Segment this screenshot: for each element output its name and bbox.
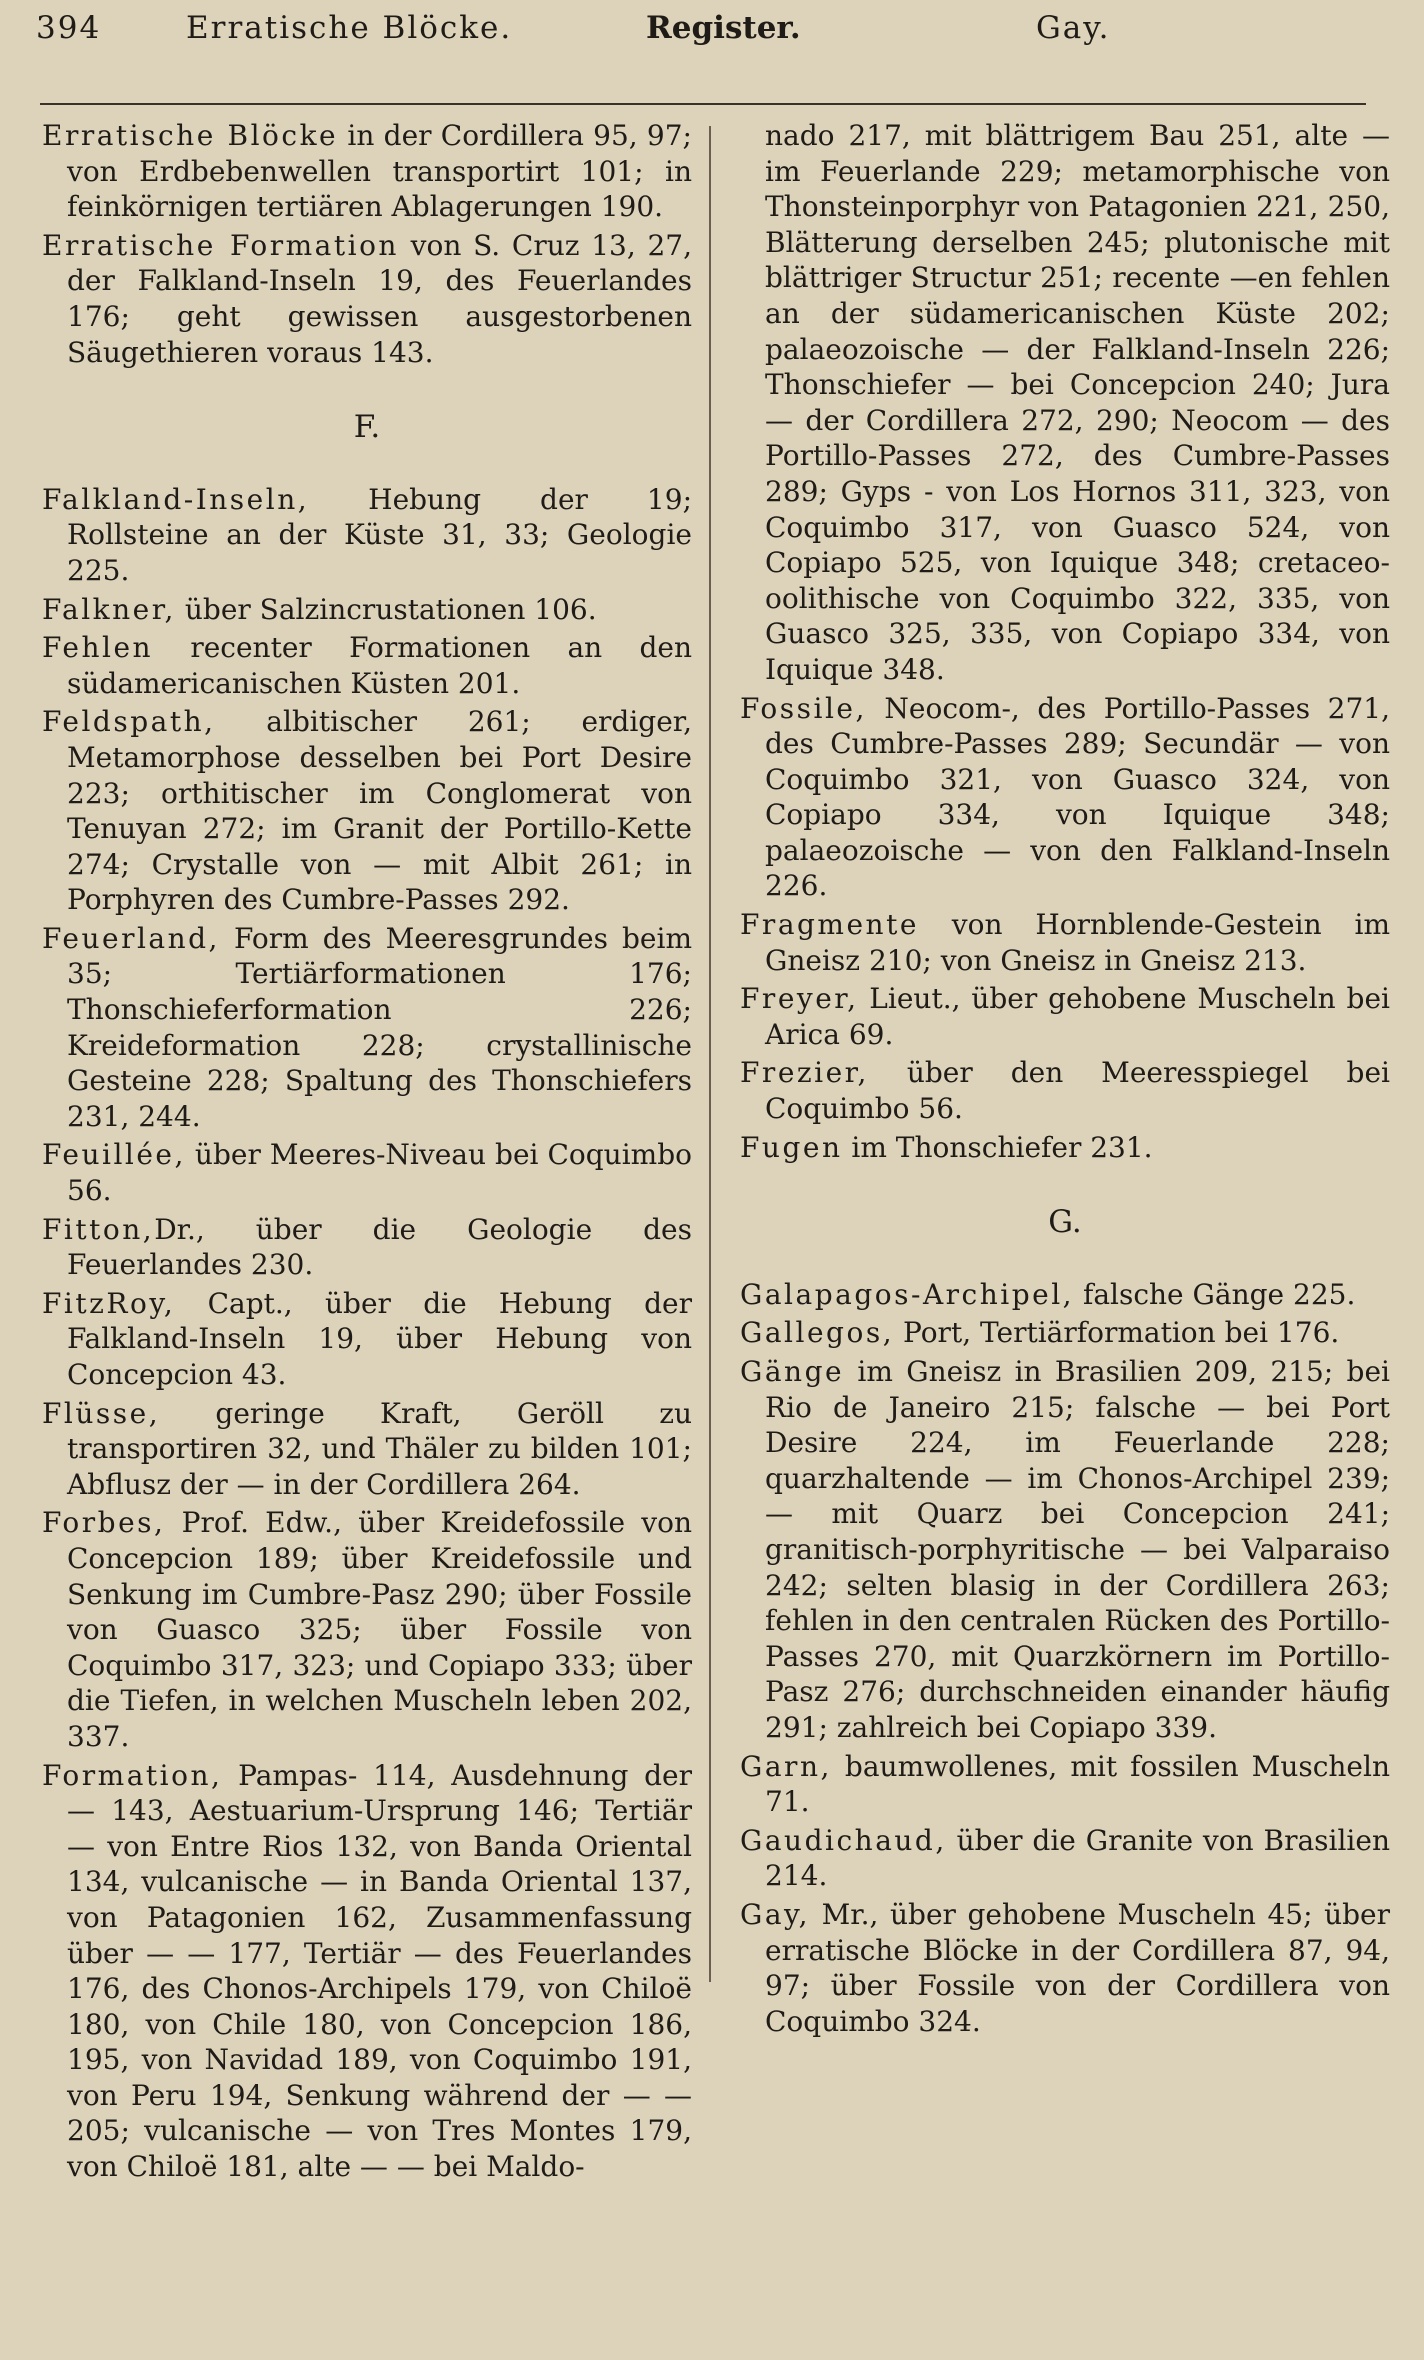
index-entry xyxy=(42,482,692,589)
entry-text: über Meeres-Niveau bei Coquimbo 56. xyxy=(67,1138,692,1208)
index-entry xyxy=(740,1315,1390,1351)
index-entry xyxy=(42,592,692,628)
running-right-term: Gay. xyxy=(1036,10,1111,46)
column-divider xyxy=(709,126,711,1982)
entry-term: Falkner, xyxy=(42,592,176,626)
index-entry xyxy=(42,630,692,701)
entry-term: Feuillée, xyxy=(42,1138,186,1172)
index-entry xyxy=(740,1277,1390,1313)
index-entry xyxy=(42,228,692,370)
entry-text: von Hornblende-Gestein im Gneisz 210; von Gneisz in Gneisz 213. xyxy=(765,908,1390,977)
entry-term: Fragmente xyxy=(740,908,919,942)
entry-text: Port, Tertiärformation bei 176. xyxy=(894,1316,1340,1350)
entry-term: Forbes, xyxy=(42,1506,166,1540)
entry-term: Formation, xyxy=(42,1758,223,1792)
index-entry xyxy=(42,1137,692,1208)
entry-term: Freyer, xyxy=(740,982,859,1016)
index-entry xyxy=(42,704,692,918)
entry-text: geringe Kraft, Geröll zu transportiren 32, und Thäler zu bilden 101; Abflusz der — in der Cordillera 264. xyxy=(67,1396,692,1501)
entry-text: Prof. Edw., über Kreidefossile von Concepcion 189; über Kreidefossile und Senkung im Cumbre-Pasz 290; über Fossile von Guasco 325; über Fossile von Coquimbo 317, 323; und Copiapo 333; über die Tiefen, in welchen Muscheln leben 202, 337. xyxy=(67,1506,692,1753)
entry-text: Mr., über gehobene Muscheln 45; über erratische Blöcke in der Cordillera 87, 94, 97; über Fossile von der Cordillera von Coquimbo 324. xyxy=(765,1897,1390,2038)
index-entry xyxy=(42,1286,692,1393)
index-entry xyxy=(42,118,692,225)
entry-term: Garn, xyxy=(740,1749,832,1783)
entry-text: Capt., über die Hebung der Falkland-Inseln 19, über Hebung von Concepcion 43. xyxy=(67,1286,692,1391)
running-head xyxy=(36,10,1384,62)
index-entry xyxy=(740,907,1390,978)
entry-term: FitzRoy, xyxy=(42,1286,176,1320)
entry-term: Feuerland, xyxy=(42,921,220,955)
section-label: Register. xyxy=(646,10,801,46)
entry-text: Pampas- 114, Ausdehnung der — 143, Aestuarium-Ursprung 146; Tertiär — von Entre Rios 132, von Banda Oriental 134, vulcanische — in Banda Oriental 137, von Patagonien 162, Zusammenfassung über — — 177, Tertiär — des Feuerlandes 176, des Chonos-Archipels 179, von Chiloë 180, von Chile 180, von Concepcion 186, 195, von Navidad 189, von Coquimbo 191, von Peru 194, Senkung während der — — 205; vulcanische — von Tres Montes 179, von Chiloë 181, alte — — bei Maldo- xyxy=(67,1758,692,2184)
entry-term: Gaudichaud, xyxy=(740,1823,947,1857)
entry-term: Feldspath, xyxy=(42,705,216,739)
entry-text: nado 217, mit blättrigem Bau 251, alte — im Feuerlande 229; metamorphische von Thonsteinporphyr von Patagonien 221, 250, Blätterung derselben 245; plutonische mit blättriger Structur 251; recente —en fehlen an der südamericanischen Küste 202; palaeozoische — der Falkland-Inseln 226; Thonschiefer — bei Concepcion 240; Jura — der Cordillera 272, 290; Neocom — des Portillo-Passes 272, des Cumbre-Passes 289; Gyps - von Los Hornos 311, 323, von Coquimbo 317, von Guasco 524, von Copiapo 525, von Iquique 348; cretaceo-oolithische von Coquimbo 322, 335, von Guasco 325, 335, von Copiapo 334, von Iquique 348. xyxy=(765,119,1390,686)
index-entry xyxy=(42,921,692,1135)
letter-heading-g: G. xyxy=(1048,1204,1082,1241)
index-entry xyxy=(740,1055,1390,1126)
entry-term: Gänge xyxy=(740,1355,845,1388)
entry-term: Flüsse, xyxy=(42,1396,161,1430)
entry-text: baumwollenes, mit fossilen Muscheln 71. xyxy=(765,1749,1390,1819)
letter-heading-f: F. xyxy=(353,409,381,446)
entry-term: Erratische Formation xyxy=(42,228,399,262)
entry-text: im Thonschiefer 231. xyxy=(842,1130,1153,1164)
index-entry xyxy=(740,1354,1390,1746)
entry-term: Falkland-Inseln, xyxy=(42,482,310,516)
index-entry xyxy=(42,1212,692,1283)
index-entry xyxy=(42,1396,692,1503)
left-column xyxy=(42,118,692,2188)
entry-term: Frezier, xyxy=(740,1056,869,1090)
entry-text: Form des Meeresgrundes beim 35; Tertiärformationen 176; Thonschieferformation 226; Kreideformation 228; crystallinische Gesteine 228; Spaltung des Thonschiefers 231, 244. xyxy=(67,921,692,1133)
entry-term: Erratische Blöcke xyxy=(42,119,339,152)
index-entry xyxy=(740,1897,1390,2039)
entry-text: in der Cordillera 95, 97; von Erdbebenwellen transportirt 101; in feinkörnigen tertiären Ablagerungen 190. xyxy=(67,119,692,224)
entry-term: Gallegos, xyxy=(740,1316,895,1350)
entry-text: albitischer 261; erdiger, Metamorphose desselben bei Port Desire 223; orthitischer im Conglomerat von Tenuyan 272; im Granit der Portillo-Kette 274; Crystalle von — mit Albit 261; in Porphyren des Cumbre-Passes 292. xyxy=(67,705,692,917)
entry-text: im Gneisz in Brasilien 209, 215; bei Rio de Janeiro 215; falsche — bei Port Desire 224, im Feuerlande 228; quarzhaltende — im Chonos-Archipel 239; — mit Quarz bei Concepcion 241; granitisch-porphyritische — bei Valparaiso 242; selten blasig in der Cordillera 263; fehlen in den centralen Rücken des Portillo-Passes 270, mit Quarzkörnern im Portillo-Pasz 276; durchschneiden einander häufig 291; zahlreich bei Copiapo 339. xyxy=(765,1355,1390,1744)
entry-text: Neocom-, des Portillo-Passes 271, des Cumbre-Passes 289; Secundär — von Coquimbo 321, von Guasco 324, von Copiapo 334, von Iquique 348; palaeozoische — von den Falkland-Inseln 226. xyxy=(765,691,1390,903)
entry-term: Fugen xyxy=(740,1130,843,1164)
entry-text: recenter Formationen an den südamericanischen Küsten 201. xyxy=(67,631,692,700)
entry-text: über den Meeresspiegel bei Coquimbo 56. xyxy=(765,1056,1390,1126)
entry-text: Lieut., über gehobene Muscheln bei Arica 69. xyxy=(765,982,1390,1051)
entry-term: Fitton, xyxy=(42,1212,155,1246)
running-title: Erratische Blöcke. xyxy=(186,10,513,46)
entry-text: über Salzincrustationen 106. xyxy=(175,592,597,626)
index-entry xyxy=(740,1823,1390,1894)
entry-term: Fehlen xyxy=(42,631,154,665)
header-rule xyxy=(40,103,1366,105)
right-column xyxy=(740,118,1390,2042)
page-number: 394 xyxy=(36,10,102,46)
entry-term: Gay, xyxy=(740,1897,811,1931)
index-entry xyxy=(42,1505,692,1754)
index-entry xyxy=(740,691,1390,905)
entry-text: von S. Cruz 13, 27, der Falkland-Inseln 19, des Feuerlandes 176; geht gewissen ausgestorbenen Säugethieren voraus 143. xyxy=(67,228,692,369)
entry-term: Fossile, xyxy=(740,691,867,725)
entry-text: Dr., über die Geologie des Feuerlandes 230. xyxy=(67,1212,692,1282)
index-entry xyxy=(740,1749,1390,1820)
index-entry-continuation xyxy=(740,118,1390,688)
index-entry xyxy=(42,1758,692,2185)
entry-term: Galapagos-Archipel, xyxy=(740,1277,1075,1311)
index-entry xyxy=(740,981,1390,1052)
index-entry xyxy=(740,1130,1390,1166)
entry-text: falsche Gänge 225. xyxy=(1074,1277,1356,1311)
entry-text: über die Granite von Brasilien 214. xyxy=(765,1823,1390,1893)
entry-text: Hebung der 19; Rollsteine an der Küste 31, 33; Geologie 225. xyxy=(67,482,692,587)
